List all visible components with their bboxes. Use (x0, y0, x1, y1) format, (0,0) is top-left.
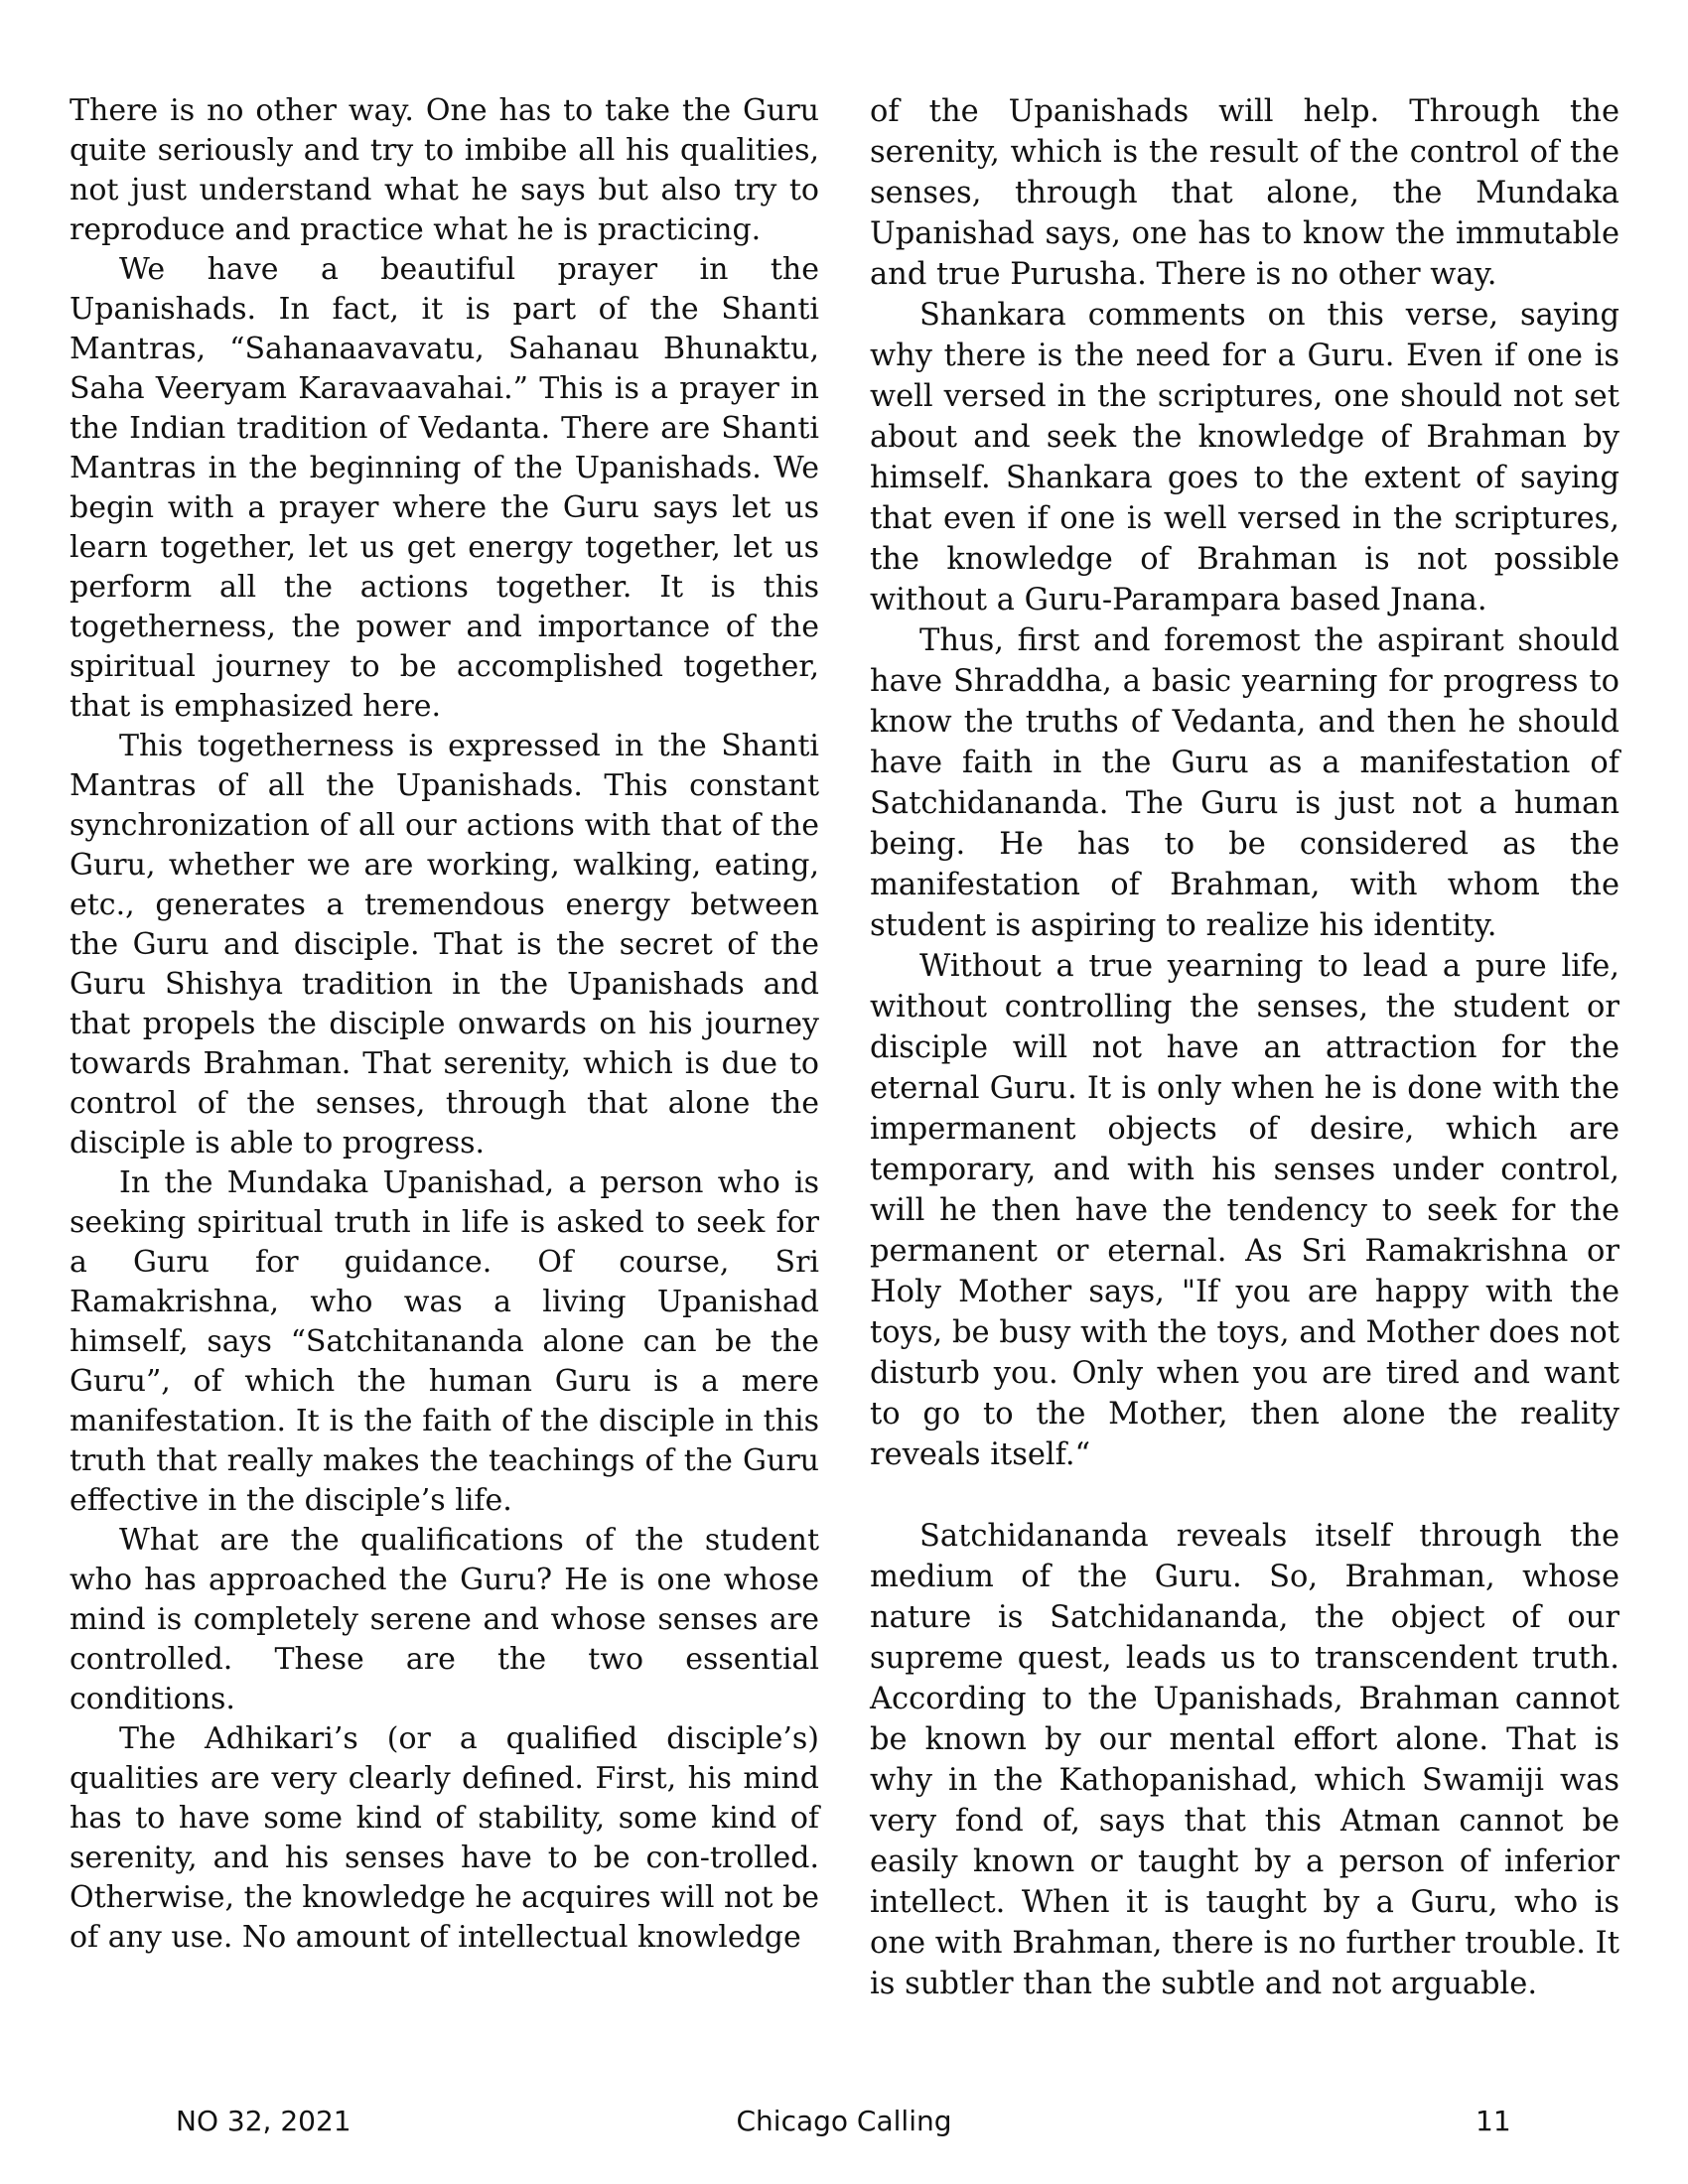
footer-publication-title: Chicago Calling (736, 2105, 952, 2137)
paragraph: Without a true yearning to lead a pure life, without controlling the senses, the student or disciple will not have an attraction for the eternal Guru. It is only when he is done with the impermanent objects of desire, which are temporary, and with his senses under control, will he then have the tendency to seek for the permanent or eternal. As Sri Ramakrishna or Holy Mother says, "If you are happy with the toys, be busy with the toys, and Mother does not disturb you. Only when you are tired and want to go to the Mother, then alone the reality reveals itself.“ (870, 949, 1619, 1472)
left-column (70, 91, 819, 1958)
paragraph: Thus, first and foremost the aspirant should have Shraddha, a basic yearning for progress to know the truths of Vedanta, and then he should have faith in the Guru as a manifestation of Satchidananda. The Guru is just not a human being. He has to be considered as the manifestation of Brahman, with whom the student is aspiring to realize his identity. (870, 623, 1619, 943)
paragraph: of the Upanishads will help. Through the serenity, which is the result of the control of the senses, through that alone, the Mundaka Upanishad says, one has to know the immutable and true Purusha. There is no other way. (870, 94, 1619, 292)
paragraph: We have a beautiful prayer in the Upanishads. In fact, it is part of the Shanti Mantras, “Sahanaavavatu, Sahanau Bhunaktu, Saha Veeryam Karavaavahai.” This is a prayer in the Indian tradition of Vedanta. There are Shanti Mantras in the beginning of the Upanishads. We begin with a prayer where the Guru says let us learn together, let us get energy together, let us perform all the actions together. It is this togetherness, the power and importance of the spiritual journey to be accomplished together, that is emphasized here. (70, 252, 819, 724)
right-column (870, 91, 1619, 2004)
article-body (70, 91, 1624, 2057)
page-number: 11 (1476, 2105, 1511, 2137)
paragraph: There is no other way. One has to take the Guru quite seriously and try to imbibe all his qualities, not just understand what he says but also try to reproduce and practice what he is practicing. (70, 93, 819, 247)
page-footer (0, 2105, 1688, 2144)
paragraph: In the Mundaka Upanishad, a person who is seeking spiritual truth in life is asked to seek for a Guru for guidance. Of course, Sri Ramakrishna, who was a living Upanishad himself, says “Satchitananda alone can be the Guru”, of which the human Guru is a mere manifestation. It is the faith of the disciple in this truth that really makes the teachings of the Guru effective in the disciple’s life. (70, 1165, 819, 1518)
paragraph: What are the qualifications of the student who has approached the Guru? He is one whose mind is completely serene and whose senses are controlled. These are the two essential conditions. (70, 1523, 819, 1716)
paragraph: The Adhikari’s (or a qualified disciple’s) qualities are very clearly defined. First, his mind has to have some kind of stability, some kind of serenity, and his senses have to be con-trolled. Otherwise, the knowledge he acquires will not be of any use. No amount of intellectual knowledge (70, 1721, 819, 1955)
paragraph: Satchidananda reveals itself through the medium of the Guru. So, Brahman, whose nature is Satchidananda, the object of our supreme quest, leads us to transcendent truth. According to the Upanishads, Brahman cannot be known by our mental effort alone. That is why in the Kathopanishad, which Swamiji was very fond of, says that this Atman cannot be easily known or taught by a person of inferior intellect. When it is taught by a Guru, who is one with Brahman, there is no further trouble. It is subtler than the subtle and not arguable. (870, 1519, 1619, 2001)
paragraph: This togetherness is expressed in the Shanti Mantras of all the Upanishads. This constant synchronization of all our actions with that of the Guru, whether we are working, walking, eating, etc., generates a tremendous energy between the Guru and disciple. That is the secret of the Guru Shishya tradition in the Upanishads and that propels the disciple onwards on his journey towards Brahman. That serenity, which is due to control of the senses, through that alone the disciple is able to progress. (70, 729, 819, 1160)
footer-issue: NO 32, 2021 (176, 2105, 352, 2137)
paragraph: Shankara comments on this verse, saying why there is the need for a Guru. Even if one is well versed in the scriptures, one should not set about and seek the knowledge of Brahman by himself. Shankara goes to the extent of saying that even if one is well versed in the scriptures, the knowledge of Brahman is not possible without a Guru-Parampara based Jnana. (870, 298, 1619, 617)
